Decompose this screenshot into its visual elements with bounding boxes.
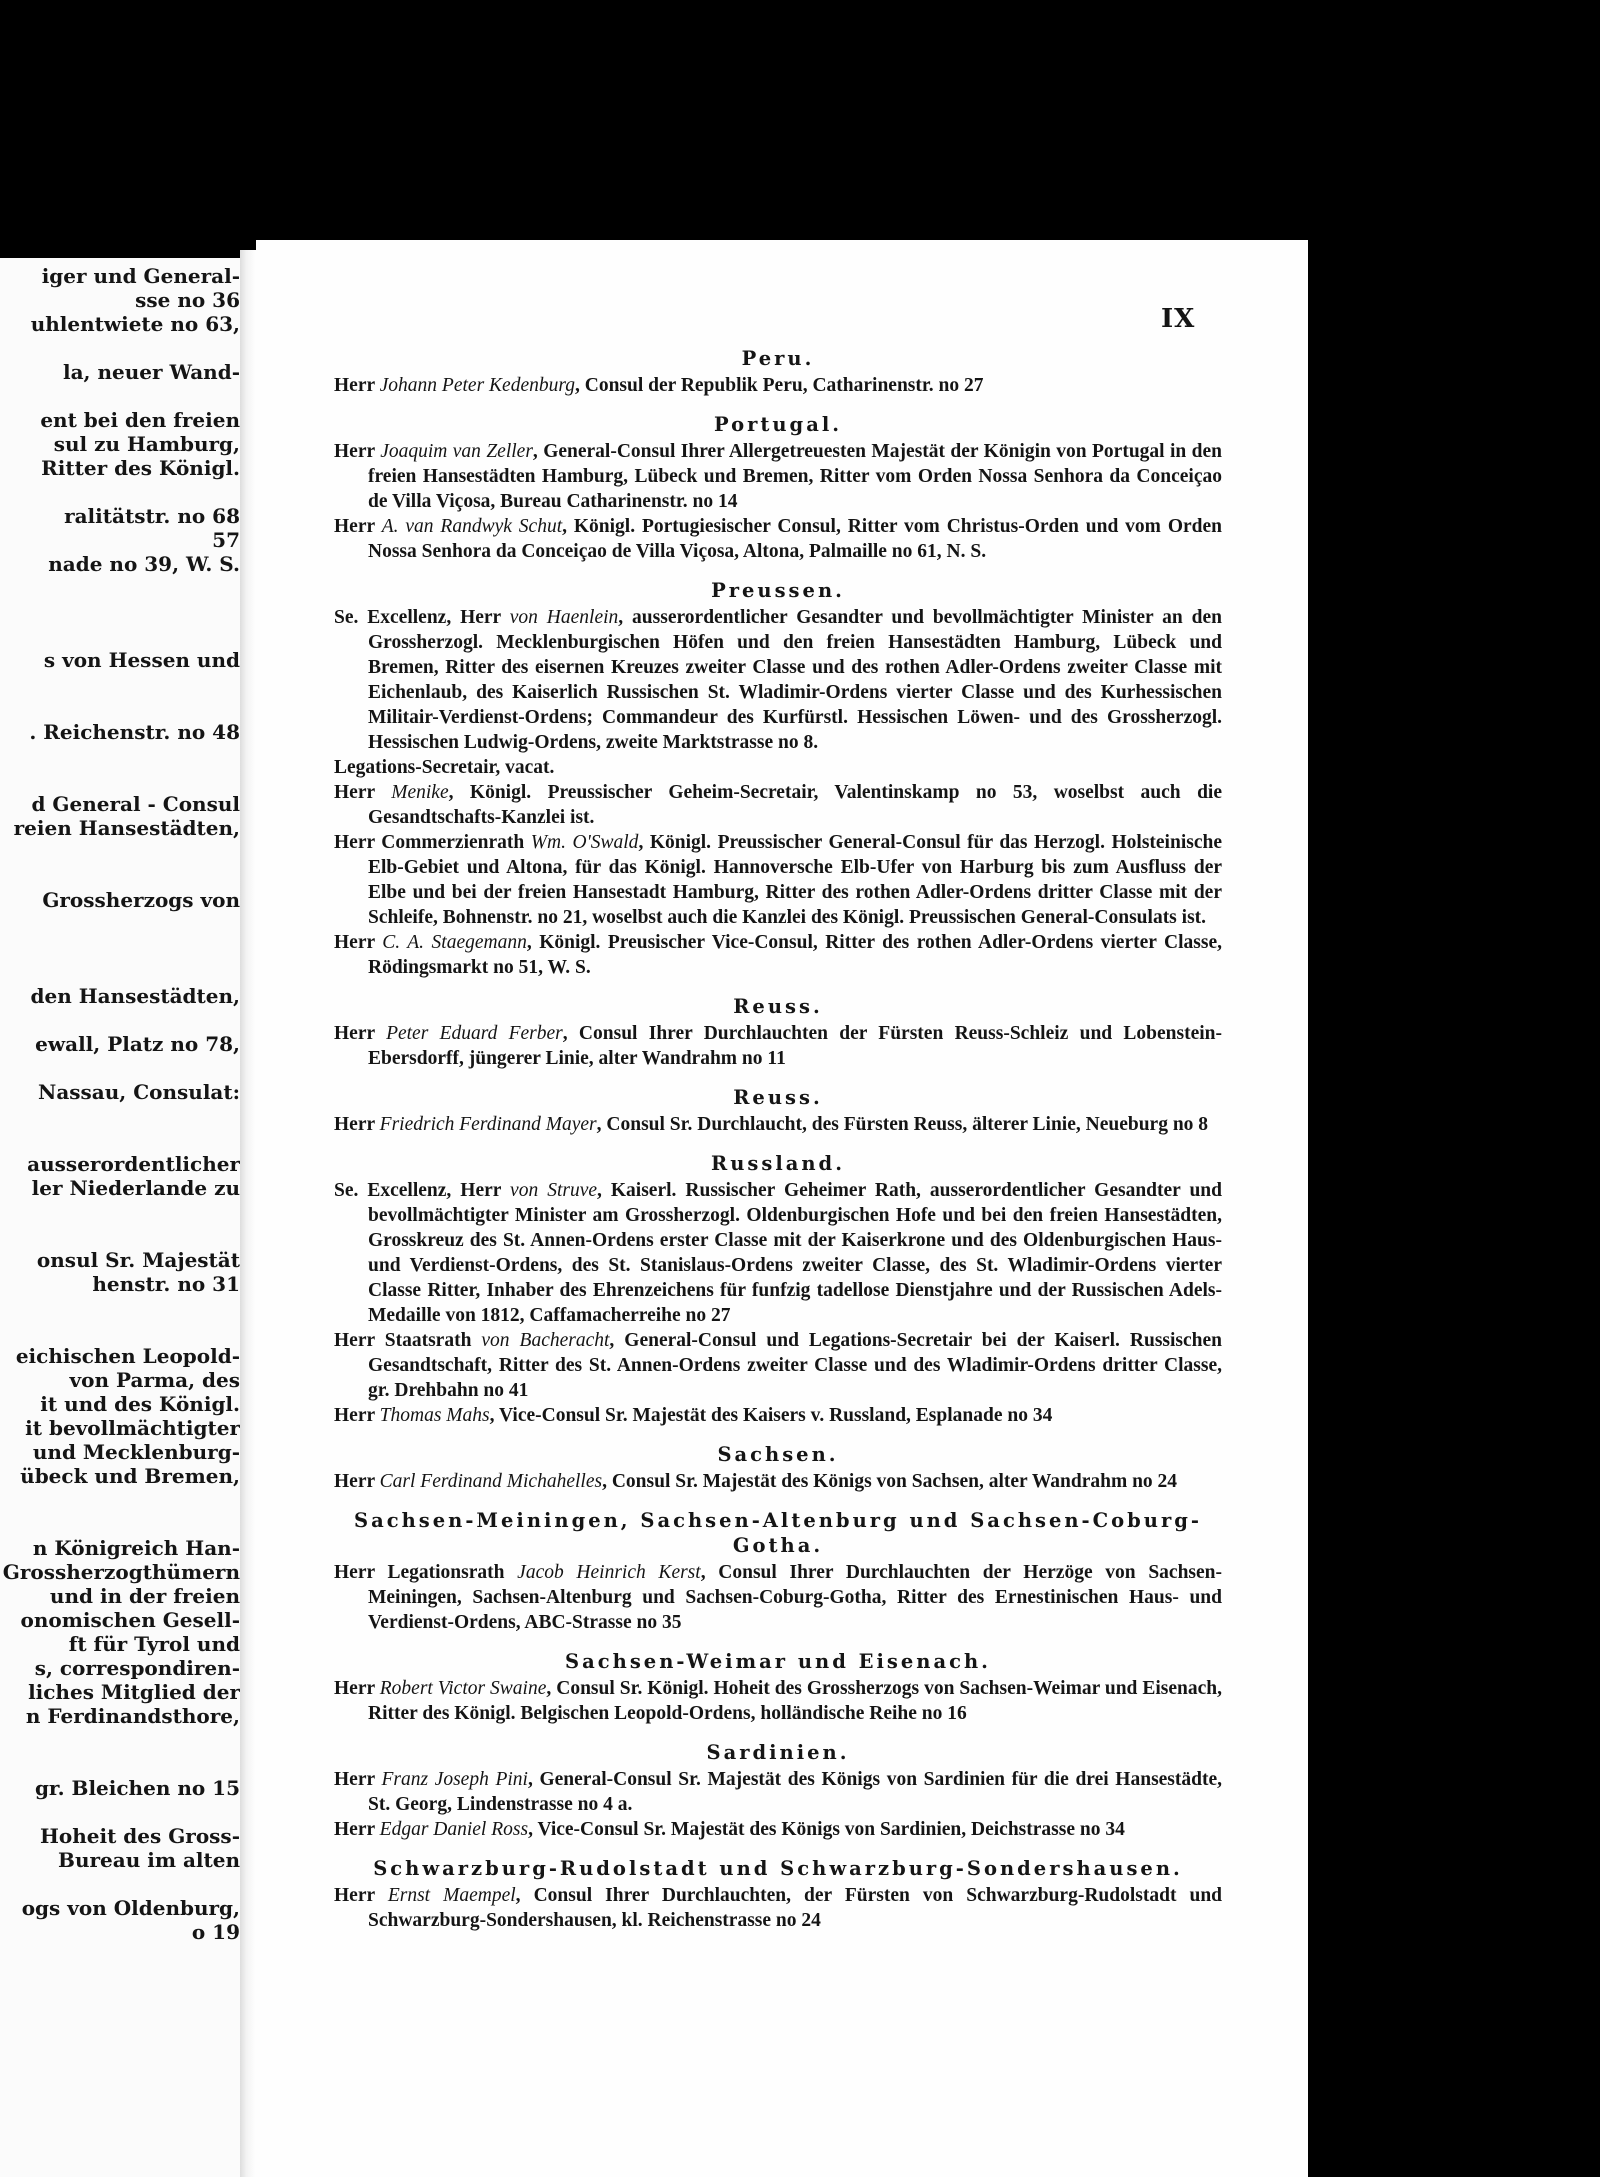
entry-title: Herr: [334, 375, 380, 396]
left-page-line: s, correspondiren-: [34, 1656, 240, 1680]
consul-entry: [334, 439, 1222, 514]
entry-details: , Kaiserl. Russischer Geheimer Rath, ausserordentlicher Gesandter und bevollmächtigter Minister am Grossherzogl. Oldenburgischen Hofe und bei den freien Hansestädten, Grosskreuz des St. Annen-Ordens erster Classe mit der Kaiserkrone und des Oldenburgischen Haus- und Verdienst-Ordens, des St. Stanislaus-Ordens zweiter Classe, des St. Wladimir-Ordens vierter Classe Ritter, Inhaber des Ehrenzeichens für funfzig tadellose Dienstjahre und der Russischen Adels-Medaille von 1812, Caffamacherreihe no 27: [368, 1180, 1222, 1326]
left-page-line: den Hansestädten,: [30, 984, 240, 1008]
entry-details: , General-Consul und Legations-Secretair bei der Kaiserl. Russischen Gesandtschaft, Ritter des St. Annen-Ordens zweiter Classe und des Wladimir-Ordens dritter Classe, gr. Drehbahn no 41: [368, 1330, 1222, 1401]
left-page-line: ralitätstr. no 68: [64, 504, 240, 528]
entry-title: Legations-Secretair, vacat.: [334, 757, 555, 778]
left-page-line: ausserordentlicher: [27, 1152, 240, 1176]
right-page: [256, 240, 1308, 2177]
person-name: Jacob Heinrich Kerst: [517, 1562, 701, 1583]
left-page-line: liches Mitglied der: [28, 1680, 240, 1704]
entry-title: Herr: [334, 441, 381, 462]
entry-details: , Consul Ihrer Durchlauchten der Herzöge von Sachsen-Meiningen, Sachsen-Altenburg und Sachsen-Coburg-Gotha, Ritter des Ernestinischen Haus- und Verdienst-Ordens, ABC-Strasse no 35: [368, 1562, 1223, 1633]
book-gutter: [240, 250, 256, 2177]
consul-entry: [334, 1817, 1222, 1842]
consul-entry: [334, 1560, 1222, 1635]
left-page-line: d General - Consul: [31, 792, 240, 816]
entry-details: , Consul Sr. Königl. Hoheit des Grossherzogs von Sachsen-Weimar und Eisenach, Ritter des Königl. Belgischen Leopold-Ordens, holländische Reihe no 16: [368, 1678, 1222, 1724]
entry-details: , Königl. Preusischer Vice-Consul, Ritter des rothen Adler-Ordens vierter Classe, Rödingsmarkt no 51, W. S.: [368, 932, 1222, 978]
consul-entry: [334, 1767, 1222, 1817]
section-heading: Reuss.: [733, 1086, 823, 1109]
consul-entry: [334, 830, 1222, 930]
person-name: Carl Ferdinand Michahelles: [379, 1471, 603, 1492]
left-page-line: s von Hessen und: [43, 648, 240, 672]
consul-entry: [334, 373, 1222, 398]
person-name: Ernst Maempel: [387, 1885, 516, 1906]
entry-title: Herr Staatsrath: [334, 1330, 482, 1351]
left-page-line: ft für Tyrol und: [68, 1632, 240, 1656]
left-page-line: Grossherzogthümern: [2, 1560, 240, 1584]
person-name: Edgar Daniel Ross: [379, 1819, 529, 1840]
consul-entry: [334, 1469, 1222, 1494]
section-heading: Schwarzburg-Rudolstadt und Schwarzburg-Sondershausen.: [373, 1857, 1183, 1880]
left-page-line: Hoheit des Gross-: [39, 1824, 240, 1848]
person-name: Friedrich Ferdinand Mayer: [379, 1114, 597, 1135]
left-page-line: it bevollmächtigter: [25, 1416, 240, 1440]
entry-details: , Consul Sr. Majestät des Königs von Sachsen, alter Wandrahm no 24: [602, 1471, 1178, 1492]
left-page-line: Ritter des Königl.: [41, 456, 240, 480]
entry-title: Herr Commerzienrath: [334, 832, 531, 853]
entry-title: Herr: [334, 516, 382, 537]
page-number: IX: [1161, 304, 1196, 334]
left-page-line: sul zu Hamburg,: [53, 432, 240, 456]
consul-entry: [334, 605, 1222, 755]
section-heading: Sachsen.: [717, 1443, 839, 1466]
entry-title: Herr: [334, 1769, 382, 1790]
left-page-line: und Mecklenburg-: [32, 1440, 240, 1464]
entry-details: , ausserordentlicher Gesandter und bevollmächtigter Minister an den Grossherzogl. Mecklenburgischen Höfen und den freien Hansestädten Hamburg, Lübeck und Bremen, Ritter des eisernen Kreuzes zweiter Classe und des rothen Adler-Ordens zweiter Classe mit Eichenlaub, des Kaiserlich Russischen St. Wladimir-Ordens vierter Classe und des Kurhessischen Militair-Verdienst-Ordens; Commandeur des Kurfürstl. Hessischen Löwen- und des Grossherzogl. Hessischen Ludwig-Ordens, zweite Marktstrasse no 8.: [368, 607, 1222, 753]
left-page-line: ogs von Oldenburg,: [21, 1896, 240, 1920]
left-page-line: iger und General-: [41, 264, 240, 288]
consul-entry: [334, 780, 1222, 830]
entry-title: Herr Legationsrath: [334, 1562, 518, 1583]
left-page-line: gr. Bleichen no 15: [34, 1776, 240, 1800]
person-name: Thomas Mahs: [379, 1405, 490, 1426]
left-page-line: ewall, Platz no 78,: [35, 1032, 240, 1056]
left-page-line: ent bei den freien: [40, 408, 240, 432]
entry-title: Se. Excellenz, Herr: [334, 1180, 511, 1201]
section-heading: Sachsen-Weimar und Eisenach.: [565, 1650, 991, 1673]
entry-title: Herr: [334, 1885, 388, 1906]
left-page-line: o 19: [191, 1920, 240, 1944]
left-page-line: onomischen Gesell-: [20, 1608, 240, 1632]
left-page-line: uhlentwiete no 63,: [30, 312, 240, 336]
left-page-line: . Reichenstr. no 48: [29, 720, 240, 744]
consul-entry: [334, 930, 1222, 980]
left-page-line: Grossherzogs von: [42, 888, 240, 912]
entry-details: , Consul der Republik Peru, Catharinenstr. no 27: [574, 375, 984, 396]
left-page-line: Nassau, Consulat:: [38, 1080, 240, 1104]
consul-entry: [334, 1676, 1222, 1726]
left-page-line: sse no 36: [135, 288, 240, 312]
person-name: von Struve: [510, 1180, 598, 1201]
person-name: A. van Randwyk Schut: [381, 516, 563, 537]
consul-entry: [334, 1328, 1222, 1403]
consul-entry: [334, 1021, 1222, 1071]
consul-entry: [334, 755, 1222, 780]
left-page-line: 57: [212, 528, 240, 552]
section-heading: Peru.: [741, 347, 815, 370]
entry-details: , Königl. Preussischer Geheim-Secretair, Valentinskamp no 53, woselbst auch die Gesandtschafts-Kanzlei ist.: [368, 782, 1222, 828]
section-heading: Preussen.: [711, 579, 845, 602]
left-page-line: n Ferdinandsthore,: [25, 1704, 240, 1728]
left-page-line: übeck und Bremen,: [20, 1464, 240, 1488]
left-page-line: henstr. no 31: [92, 1272, 240, 1296]
consul-directory: [334, 346, 1222, 1933]
left-page-line: n Königreich Han-: [32, 1536, 240, 1560]
person-name: Peter Eduard Ferber: [386, 1023, 563, 1044]
left-page-line: eichischen Leopold-: [15, 1344, 240, 1368]
person-name: Franz Joseph Pini: [381, 1769, 528, 1790]
section-heading: Reuss.: [733, 995, 823, 1018]
left-page-line: reien Hansestädten,: [13, 816, 240, 840]
left-page-line: Bureau im alten: [58, 1848, 240, 1872]
section-heading: Sardinien.: [706, 1741, 850, 1764]
person-name: Johann Peter Kedenburg: [379, 375, 575, 396]
left-page-line: onsul Sr. Majestät: [36, 1248, 240, 1272]
left-page-line: von Parma, des: [69, 1368, 240, 1392]
entry-title: Herr: [334, 782, 392, 803]
entry-details: , Consul Ihrer Durchlauchten, der Fürsten von Schwarzburg-Rudolstadt und Schwarzburg-Sondershausen, kl. Reichenstrasse no 24: [368, 1885, 1223, 1931]
entry-details: , Vice-Consul Sr. Majestät des Kaisers v. Russland, Esplanade no 34: [489, 1405, 1053, 1426]
entry-title: Herr: [334, 932, 383, 953]
entry-title: Herr: [334, 1023, 387, 1044]
entry-title: Herr: [334, 1678, 380, 1699]
entry-title: Herr: [334, 1405, 380, 1426]
left-page-line: ler Niederlande zu: [31, 1176, 240, 1200]
consul-entry: [334, 1883, 1222, 1933]
person-name: Menike: [391, 782, 449, 803]
person-name: von Bacheracht: [481, 1330, 610, 1351]
left-page-fragment: [0, 258, 240, 2177]
consul-entry: [334, 1178, 1222, 1328]
left-page-line: it und des Königl.: [40, 1392, 240, 1416]
entry-title: Herr: [334, 1819, 380, 1840]
left-page-line: und in der freien: [49, 1584, 240, 1608]
entry-details: , Königl. Portugiesischer Consul, Ritter vom Christus-Orden und vom Orden Nossa Senhora da Conceiçao de Villa Viçosa, Altona, Palmaille no 61, N. S.: [368, 516, 1222, 562]
entry-details: , General-Consul Ihrer Allergetreuesten Majestät der Königin von Portugal in den freien Hansestädten Hamburg, Lübeck und Bremen, Ritter vom Orden Nossa Senhora da Conceiçao de Villa Viçosa, Bureau Catharinenstr. no 14: [368, 441, 1223, 512]
person-name: von Haenlein: [509, 607, 619, 628]
section-heading: Portugal.: [713, 413, 843, 436]
entry-title: Herr: [334, 1114, 380, 1135]
consul-entry: [334, 1403, 1222, 1428]
entry-details: , Königl. Preussischer General-Consul für das Herzogl. Holsteinische Elb-Gebiet und Altona, für das Königl. Hannoversche Elb-Ufer von Harburg bis zum Ausfluss der Elbe und bei der freien Hansestadt Hamburg, Ritter des rothen Adler-Ordens dritter Classe mit der Schleife, Bohnenstr. no 21, woselbst auch die Kanzlei des Königl. Preussischen General-Consulats ist.: [368, 832, 1222, 928]
section-heading: Russland.: [711, 1152, 845, 1175]
entry-title: Herr: [334, 1471, 380, 1492]
entry-details: , Consul Sr. Durchlaucht, des Fürsten Reuss, älterer Linie, Neueburg no 8: [596, 1114, 1209, 1135]
consul-entry: [334, 514, 1222, 564]
entry-details: , General-Consul Sr. Majestät des Königs von Sardinien für die drei Hansestädte, St. Georg, Lindenstrasse no 4 a.: [368, 1769, 1223, 1815]
consul-entry: [334, 1112, 1222, 1137]
person-name: Joaquim van Zeller: [380, 441, 533, 462]
left-page-line: nade no 39, W. S.: [48, 552, 240, 576]
entry-title: Se. Excellenz, Herr: [334, 607, 510, 628]
entry-details: , Consul Ihrer Durchlauchten der Fürsten Reuss-Schleiz und Lobenstein-Ebersdorff, jüngerer Linie, alter Wandrahm no 11: [368, 1023, 1223, 1069]
person-name: Wm. O'Swald: [530, 832, 639, 853]
section-heading: Sachsen-Meiningen, Sachsen-Altenburg und Sachsen-Coburg-Gotha.: [354, 1509, 1202, 1557]
left-page-line: la, neuer Wand-: [62, 360, 240, 384]
person-name: Robert Victor Swaine: [379, 1678, 547, 1699]
entry-details: , Vice-Consul Sr. Majestät des Königs von Sardinien, Deichstrasse no 34: [528, 1819, 1125, 1840]
person-name: C. A. Staegemann: [382, 932, 527, 953]
